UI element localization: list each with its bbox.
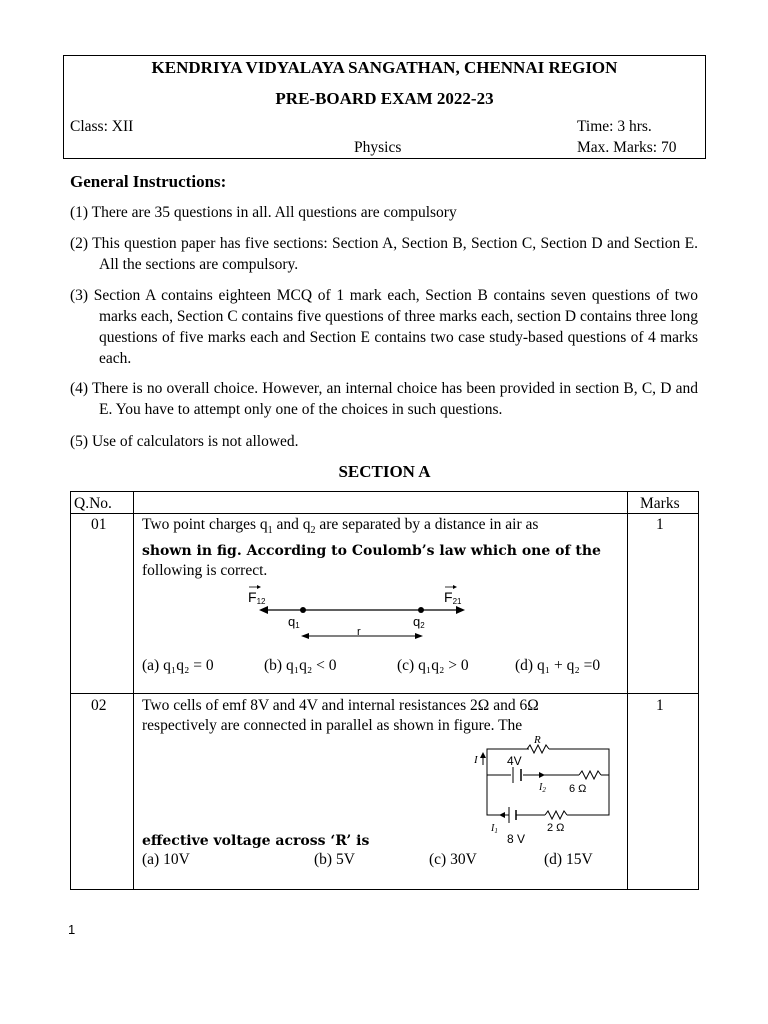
row-divider <box>71 693 698 694</box>
question-number: 02 <box>91 697 107 714</box>
f12-label: F12 <box>248 589 266 606</box>
instruction-1: (1) There are 35 questions in all. All questions are compulsory <box>70 204 457 221</box>
page-number: 1 <box>68 922 76 937</box>
r2-label: 2 Ω <box>547 822 565 834</box>
marks-header: Marks <box>640 495 680 512</box>
section-title: SECTION A <box>338 462 431 481</box>
question-number: 01 <box>91 516 107 533</box>
column-divider <box>627 492 628 889</box>
q1-label: q1 <box>288 614 300 630</box>
exam-title: PRE-BOARD EXAM 2022-23 <box>275 89 494 108</box>
current-i-label: I <box>474 754 478 766</box>
question-1-text <box>142 515 619 581</box>
instructions-title: General Instructions: <box>70 172 227 191</box>
r6-label: 6 Ω <box>569 783 587 795</box>
qno-header: Q.No. <box>74 495 112 512</box>
question-2-text <box>142 696 619 736</box>
instruction-3: (3) Section A contains eighteen MCQ of 1 mark each, Section B contains seven questions of two marks each, Section C contains five questions of three marks each, section D contains three long questions of five marks each and Section E contains two case study-based questions of 4 marks each. <box>70 287 698 367</box>
max-marks-label: Max. Marks: 70 <box>577 139 677 156</box>
r-resistor-label: R <box>534 735 541 746</box>
q2-option-d: (d) 15V <box>544 851 593 868</box>
question-2-line-2: respectively are connected in parallel as shown in figure. The <box>142 717 523 734</box>
v8-label: 8 V <box>507 832 526 846</box>
question-1-line-1: Two point charges $q_1$ and $q_2$ are separated by a distance in air as <box>142 516 539 537</box>
circuit-figure <box>469 735 617 847</box>
class-label: Class: XII <box>70 118 134 135</box>
i2-label: $I_2$ <box>539 782 546 794</box>
question-marks: 1 <box>656 697 664 714</box>
question-1-line-3: following is correct. <box>142 562 268 580</box>
coulomb-figure <box>241 584 471 646</box>
i1-label: $I_1$ <box>491 823 498 835</box>
question-marks: 1 <box>656 516 664 533</box>
org-title: KENDRIYA VIDYALAYA SANGATHAN, CHENNAI REGION <box>151 58 618 77</box>
q2-option-a: (a) 10V <box>142 851 190 868</box>
f21-label: F21 <box>444 589 462 606</box>
q2-option-c: (c) 30V <box>429 851 477 868</box>
question-2-line-3: effective voltage across ‘R’ is <box>142 833 370 849</box>
instruction-4: (4) There is no overall choice. However, an internal choice has been provided in section B, C, D and E. You have to attempt only one of the choices in such questions. <box>70 380 698 418</box>
question-2-line-1: Two cells of emf 8V and 4V and internal resistances 2Ω and 6Ω <box>142 697 539 714</box>
q2-label: q2 <box>413 614 425 630</box>
v4-label: 4V <box>507 754 522 768</box>
q2-option-b: (b) 5V <box>314 851 355 868</box>
instruction-5: (5) Use of calculators is not allowed. <box>70 433 299 450</box>
q1-option-b: (b) q₁q₂ < 0 <box>264 657 337 674</box>
q1-option-d: (d) q₁ + q₂ =0 <box>515 657 601 674</box>
time-label: Time: 3 hrs. <box>577 118 652 135</box>
instruction-2: (2) This question paper has five sections: Section A, Section B, Section C, Section D and Section E. All the sections are compulsory. <box>70 235 698 273</box>
q1-option-a: (a) q₁q₂ = 0 <box>142 657 214 674</box>
r-label: r <box>357 626 361 638</box>
subject-label: Physics <box>354 139 402 156</box>
column-divider <box>133 492 134 889</box>
q1-option-c: (c) q₁q₂ > 0 <box>397 657 469 674</box>
question-1-line-2: shown in fig. According to Coulomb’s law which one of the <box>142 543 601 560</box>
row-divider <box>71 513 698 514</box>
question-table <box>70 491 699 890</box>
